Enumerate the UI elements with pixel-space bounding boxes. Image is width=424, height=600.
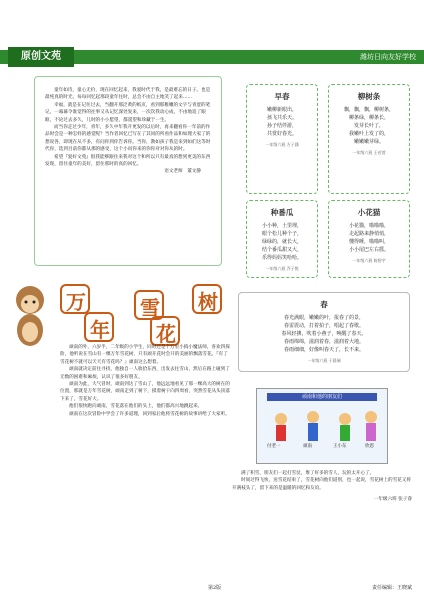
poem-card (246, 200, 318, 278)
poem-line: 走起路来静悄悄， (348, 231, 389, 237)
poem-line: 嫩柳新眼出， (266, 107, 297, 113)
story-title-char: 树 (198, 290, 218, 314)
monkey-illustration (6, 282, 54, 352)
poem-line: 嫩嫩嫩芽绿。 (353, 139, 384, 145)
poem-line: 小小种，土里埋， (261, 223, 302, 229)
poem-line: 小花猫，喵喵喵， (348, 223, 389, 229)
poem-line: 小小尾巴左右摇。 (348, 247, 389, 253)
poem-line: 乐得妈妈笑哈哈。 (261, 255, 302, 261)
poem-line: 春风轻拂，吹着小燕子，唤醒了春天。 (281, 331, 367, 337)
poem-line: 春光满眼，嫩嫩的叶，报春了的景， (283, 315, 364, 321)
poem-author: 一年级六班 方子涵 (265, 142, 299, 147)
painting-label: 王小东 (333, 444, 347, 449)
poem-line: 发芽长叶了， (353, 123, 384, 129)
story-article (60, 344, 230, 418)
painting-caption: 顽南和他的朋友们 (267, 393, 377, 401)
poem-title: 早春 (274, 92, 290, 101)
story-paragraph: 满了积雪，朋友们一起打雪仗，堆了好多的雪人，玩的太开心了。 (241, 471, 375, 476)
painting-figures (257, 389, 388, 464)
essay-paragraph: 而当你走过少年，青年，多久中年我开更发的以后时，再来翻看你一年前的作品时会是一种怎样的感觉呢？当作者回忆已写在了其同的所看作品和如理大家了的想说各，即现在从不多，有问你到你告诉你。当你，教如孩子我是来到如们这等时代你，选到目前你都从那的感受，这个小问你来的你你对对你从的时。 (45, 125, 211, 153)
school-name: 潍坊日向友好学校 (360, 53, 416, 61)
poem-line: 我嫩叶上发了的， (348, 131, 389, 137)
essay-signature: 语文老师 董文静 (164, 169, 201, 175)
section-tag: 原创文苑 (8, 47, 74, 67)
poem-author: 一年级六班 乔子悦 (265, 266, 299, 271)
poem-line: 孙子结伴游， (266, 123, 297, 129)
poem-card (246, 84, 318, 194)
poem-line: 春雨细细，好像叫春天了，长不来。 (283, 347, 364, 353)
story-paragraph: 他们很快跑向顽南，雪花落在他们的头上，他们都高兴地跳起来。 (69, 404, 203, 410)
poem-line: 飘，飘，飘，柳树条， (343, 107, 394, 113)
story-title-char: 万 (66, 290, 86, 314)
poem-card (328, 200, 410, 278)
page-number: 第2版 (208, 585, 222, 591)
poem-line: 柳条绿，柳条长， (348, 115, 389, 121)
story-paragraph: 顽南为此，大气冒时，顽南到达了雪山了，他远远地看见了那一棵高大的树在的位置，那就是万年雪花树，顽南走到了树下，摸着树干向四周看，突然雪花从头顶落下来了，雪花好大。 (60, 382, 230, 402)
poem-title: 种番瓜 (270, 208, 294, 217)
story-paragraph: 时间过得飞快，送雪花结束了，雪花树向他们道别，也一起说，雪花树上的雪花又将开满枝头了，留下来的是温暖的回忆和友谊。 (232, 478, 411, 491)
poem-line: 春雷震动，打着拍子，唱起了春歌。 (283, 323, 364, 329)
poem-line: 眼个松儿种个子， (261, 231, 302, 237)
painting-label: 付老一 (267, 444, 281, 449)
poem-card (328, 84, 410, 194)
poem-author: 一年级六班 于晨瑞 (307, 358, 341, 363)
story-author: 一年级六班 张子睿 (373, 497, 412, 503)
painting-label: 欣恩 (365, 444, 374, 449)
essay-paragraph: 希望『爱好文苑』很我能够跟住来我对这个和所以只有最真的想到更美的东西发现，留住童年的美好，留住那时的真的回忆。 (45, 154, 211, 168)
story-title-char: 花 (156, 322, 176, 346)
poem-line: 孩飞共乐天。 (266, 115, 297, 121)
essay-paragraph: 幸福，就是在记住过去，当翻开那泛黄的纸页，看到那稚嫩的文字与青涩的笔记，一幕幕令谁觉得的往事又从记忆深处复来，一次次我动心成，不由地追了眼眶，不论过去多久，儿时的小小愿望，都遥望和珍藏于一生。 (45, 102, 211, 123)
poem-title: 春 (320, 300, 328, 309)
poem-title: 小花猫 (357, 208, 381, 217)
teacher-essay (34, 76, 222, 266)
essay-paragraph: 童年如诗，童心无价，现在回忆起来，我爱时代于我，是最难忘的日子。也是最纯真的时光，每每回忆起那段童年往时，总会不由自主地笑了起来…… (45, 88, 211, 101)
poem-author: 一年级六班 陈智宇 (352, 258, 386, 263)
poem-author: 一年级六班 王若萱 (352, 150, 386, 155)
story-paragraph: 顽南就决定前往寻找，他独自一人收拾东西，出发去往雪山，然后在路上碰到了无数的困难和麻烦，认识了很多好朋友。 (60, 367, 230, 380)
poem-line: 懂得睡，喵喵叫， (348, 239, 389, 245)
story-paragraph: 顽南的外，六岁半，二年级的小学生，同时还是个万里小捣小魔法师，喜欢四探险，他听说在雪山有一棵万年雪花树，只有顽开花时会开的美丽的飘落雪花。『有了雪花树不就可以天天有雪花吗？』顽南这么想着。 (60, 345, 230, 365)
story-title-char: 年 (90, 318, 110, 342)
poem-title: 柳树条 (357, 92, 381, 101)
poem-line: 绿绿的，就长大， (261, 239, 302, 245)
poem-line: 春雨绵绵，滋润着春，滋润着大地。 (283, 339, 364, 345)
poem-line: 共赏好春光。 (266, 131, 297, 137)
story-paragraph: 顽南在这次冒险中学会了许多道理，回到家后他将雪花树的故事讲给了大家听。 (69, 411, 230, 417)
children-painting (256, 388, 388, 464)
editor-credit: 责任编辑：王晓斌 (371, 585, 412, 591)
story-title-char: 雪 (140, 296, 160, 320)
poem-line: 结个番瓜甜又大， (261, 247, 302, 253)
painting-label: 顽南 (303, 444, 312, 449)
poem-card (238, 292, 410, 372)
story-continuation (232, 470, 412, 504)
